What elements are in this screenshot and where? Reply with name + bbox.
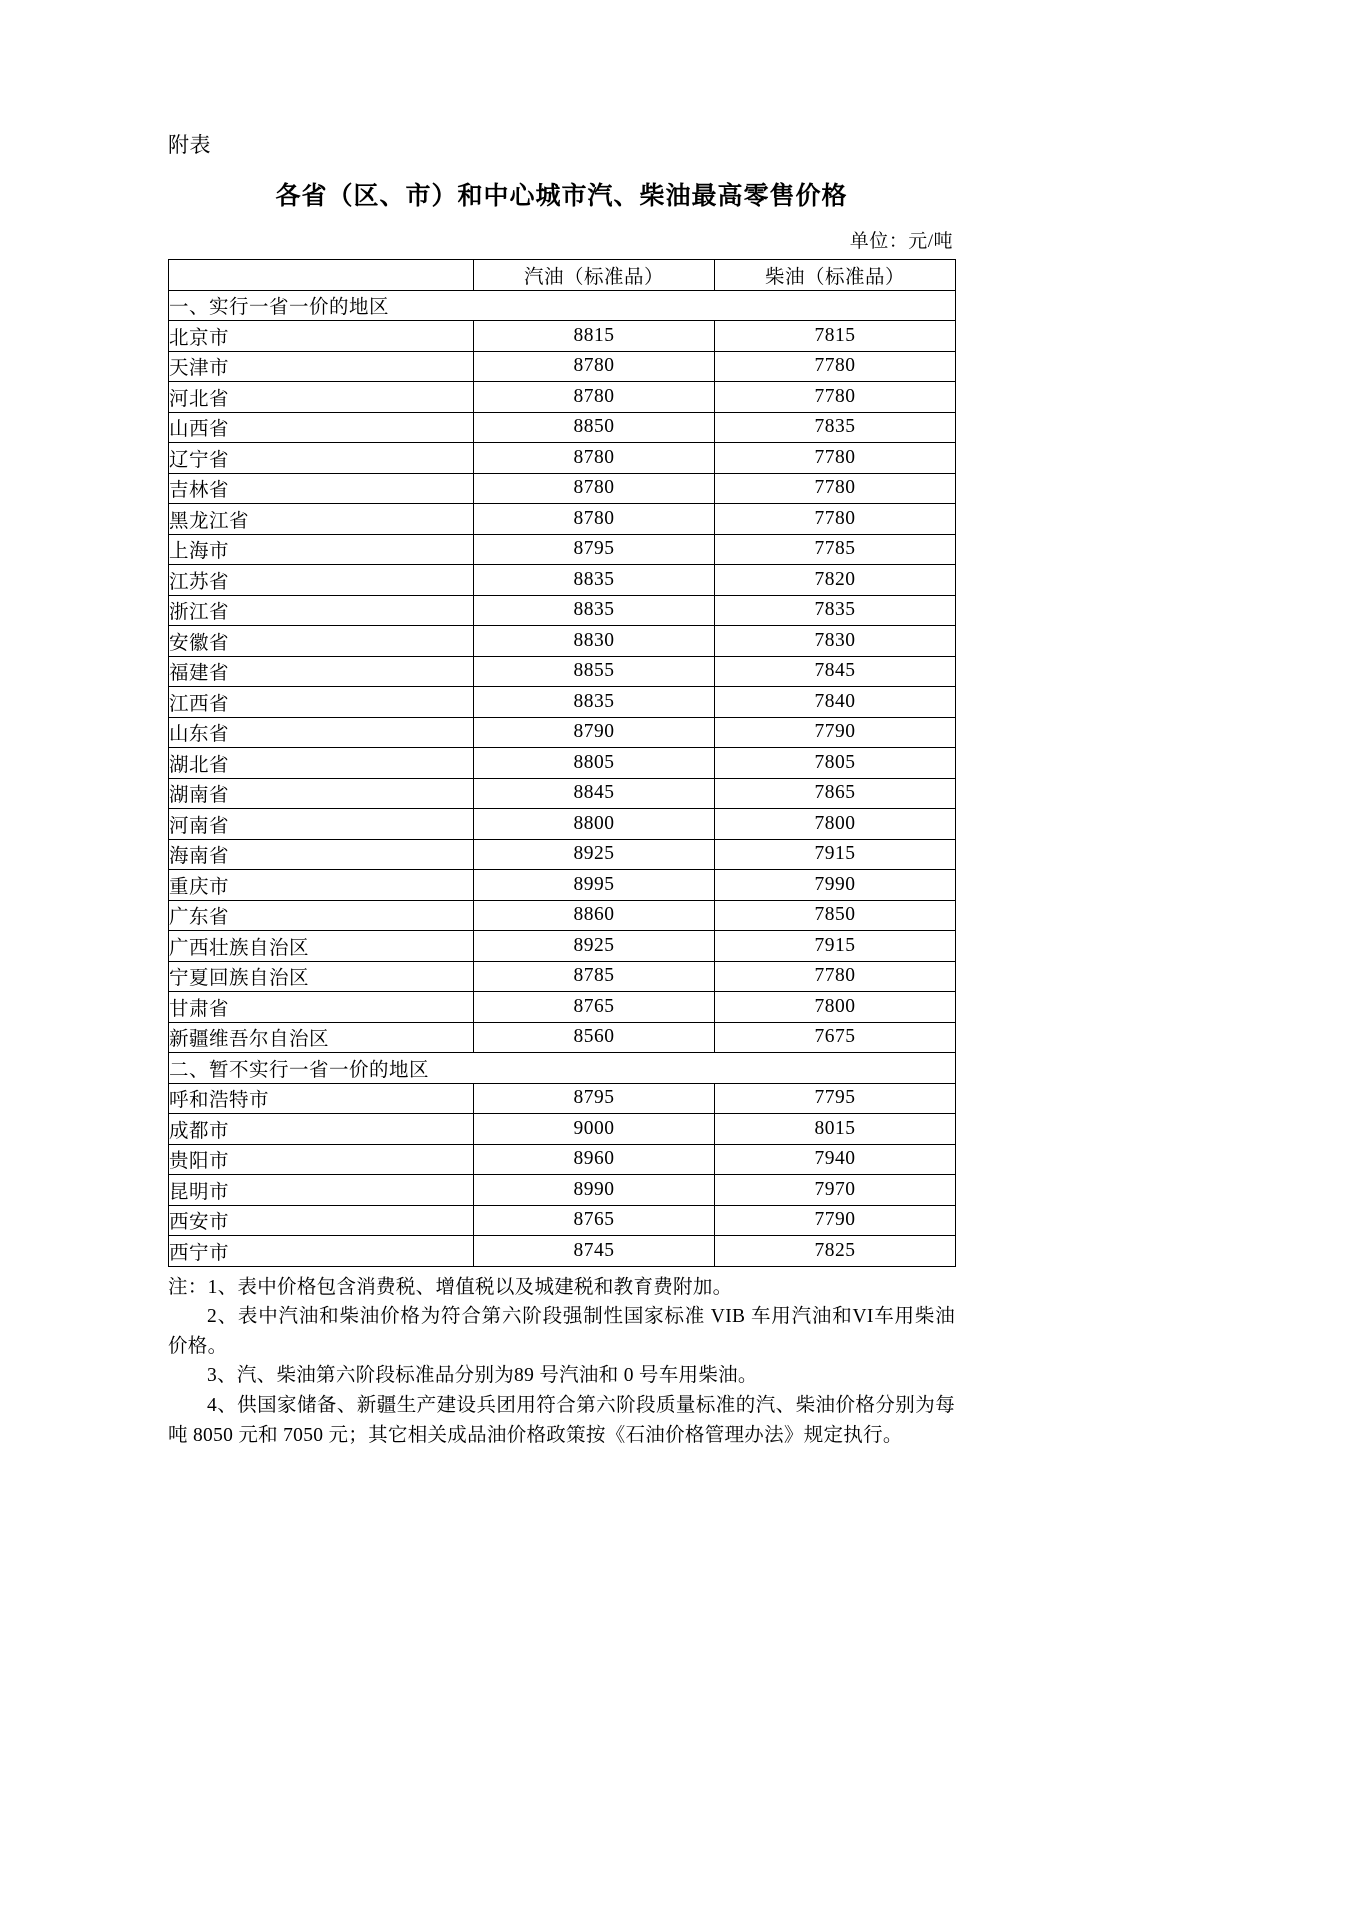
region-name-cell: 安徽省: [169, 626, 474, 657]
table-row: [169, 565, 956, 596]
table-row: [169, 504, 956, 535]
table-row: [169, 1083, 956, 1114]
gasoline-price-cell: 8990: [474, 1175, 715, 1206]
diesel-price-cell: 7850: [715, 900, 956, 931]
gasoline-price-cell: 8830: [474, 626, 715, 657]
column-header-region: [169, 260, 474, 291]
table-row: [169, 778, 956, 809]
diesel-price-cell: 7800: [715, 992, 956, 1023]
diesel-price-cell: 7780: [715, 443, 956, 474]
region-name-cell: 天津市: [169, 351, 474, 382]
diesel-price-cell: 7865: [715, 778, 956, 809]
diesel-price-cell: 7845: [715, 656, 956, 687]
gasoline-price-cell: 8795: [474, 534, 715, 565]
gasoline-price-cell: 8765: [474, 1205, 715, 1236]
gasoline-price-cell: 8765: [474, 992, 715, 1023]
table-row: [169, 961, 956, 992]
table-row: [169, 839, 956, 870]
table-row: [169, 656, 956, 687]
region-name-cell: 宁夏回族自治区: [169, 961, 474, 992]
table-header-row: [169, 260, 956, 291]
table-row: [169, 1175, 956, 1206]
diesel-price-cell: 7915: [715, 839, 956, 870]
table-row: [169, 870, 956, 901]
diesel-price-cell: 7840: [715, 687, 956, 718]
gasoline-price-cell: 8835: [474, 595, 715, 626]
gasoline-price-cell: 8835: [474, 565, 715, 596]
gasoline-price-cell: 8745: [474, 1236, 715, 1267]
diesel-price-cell: 7790: [715, 1205, 956, 1236]
region-name-cell: 湖南省: [169, 778, 474, 809]
gasoline-price-cell: 8855: [474, 656, 715, 687]
region-name-cell: 海南省: [169, 839, 474, 870]
section-header-row: [169, 290, 956, 321]
section-header-row: [169, 1053, 956, 1084]
diesel-price-cell: 7675: [715, 1022, 956, 1053]
section-label: 一、实行一省一价的地区: [169, 290, 956, 321]
region-name-cell: 黑龙江省: [169, 504, 474, 535]
table-row: [169, 473, 956, 504]
gasoline-price-cell: 8960: [474, 1144, 715, 1175]
table-body: [169, 290, 956, 1266]
gasoline-price-cell: 8995: [474, 870, 715, 901]
diesel-price-cell: 7830: [715, 626, 956, 657]
table-row: [169, 900, 956, 931]
region-name-cell: 吉林省: [169, 473, 474, 504]
gasoline-price-cell: 8925: [474, 931, 715, 962]
gasoline-price-cell: 8795: [474, 1083, 715, 1114]
region-name-cell: 呼和浩特市: [169, 1083, 474, 1114]
diesel-price-cell: 7790: [715, 717, 956, 748]
diesel-price-cell: 7780: [715, 473, 956, 504]
diesel-price-cell: 7780: [715, 351, 956, 382]
table-row: [169, 626, 956, 657]
table-row: [169, 1236, 956, 1267]
table-row: [169, 931, 956, 962]
column-header-diesel: 柴油（标准品）: [715, 260, 956, 291]
gasoline-price-cell: 8785: [474, 961, 715, 992]
gasoline-price-cell: 8845: [474, 778, 715, 809]
gasoline-price-cell: 8790: [474, 717, 715, 748]
region-name-cell: 广东省: [169, 900, 474, 931]
gasoline-price-cell: 8780: [474, 382, 715, 413]
note-item-2: 2、表中汽油和柴油价格为符合第六阶段强制性国家标准 VIB 车用汽油和VI车用柴油价格。: [168, 1306, 955, 1357]
gasoline-price-cell: 8850: [474, 412, 715, 443]
table-row: [169, 717, 956, 748]
table-row: [169, 809, 956, 840]
region-name-cell: 广西壮族自治区: [169, 931, 474, 962]
unit-label: 单位：元/吨: [849, 231, 953, 252]
gasoline-price-cell: 8805: [474, 748, 715, 779]
region-name-cell: 辽宁省: [169, 443, 474, 474]
diesel-price-cell: 7815: [715, 321, 956, 352]
table-row: [169, 748, 956, 779]
diesel-price-cell: 7825: [715, 1236, 956, 1267]
region-name-cell: 福建省: [169, 656, 474, 687]
region-name-cell: 山西省: [169, 412, 474, 443]
table-row: [169, 687, 956, 718]
gasoline-price-cell: 8780: [474, 351, 715, 382]
region-name-cell: 甘肃省: [169, 992, 474, 1023]
region-name-cell: 上海市: [169, 534, 474, 565]
region-name-cell: 成都市: [169, 1114, 474, 1145]
region-name-cell: 江西省: [169, 687, 474, 718]
region-name-cell: 河北省: [169, 382, 474, 413]
table-row: [169, 992, 956, 1023]
diesel-price-cell: 7820: [715, 565, 956, 596]
note-item-1: 注：1、表中价格包含消费税、增值税以及城建税和教育费附加。: [168, 1276, 733, 1298]
diesel-price-cell: 7800: [715, 809, 956, 840]
document-content: [168, 0, 955, 1450]
attachment-label: 附表: [168, 133, 211, 157]
diesel-price-cell: 7970: [715, 1175, 956, 1206]
gasoline-price-cell: 8815: [474, 321, 715, 352]
notes-block: [168, 1273, 955, 1451]
table-row: [169, 1205, 956, 1236]
fuel-price-table: [168, 259, 956, 1267]
gasoline-price-cell: 9000: [474, 1114, 715, 1145]
note-item-4: 4、供国家储备、新疆生产建设兵团用符合第六阶段质量标准的汽、柴油价格分别为每吨 8050 元和 7050 元；其它相关成品油价格政策按《石油价格管理办法》规定执行。: [168, 1395, 955, 1446]
diesel-price-cell: 7940: [715, 1144, 956, 1175]
gasoline-price-cell: 8560: [474, 1022, 715, 1053]
diesel-price-cell: 7795: [715, 1083, 956, 1114]
column-header-gasoline: 汽油（标准品）: [474, 260, 715, 291]
diesel-price-cell: 7805: [715, 748, 956, 779]
table-row: [169, 595, 956, 626]
table-row: [169, 321, 956, 352]
table-header: [169, 260, 956, 291]
region-name-cell: 新疆维吾尔自治区: [169, 1022, 474, 1053]
gasoline-price-cell: 8780: [474, 473, 715, 504]
table-row: [169, 1114, 956, 1145]
region-name-cell: 山东省: [169, 717, 474, 748]
region-name-cell: 贵阳市: [169, 1144, 474, 1175]
table-row: [169, 412, 956, 443]
diesel-price-cell: 7835: [715, 595, 956, 626]
region-name-cell: 江苏省: [169, 565, 474, 596]
diesel-price-cell: 7785: [715, 534, 956, 565]
region-name-cell: 河南省: [169, 809, 474, 840]
table-row: [169, 382, 956, 413]
diesel-price-cell: 7780: [715, 504, 956, 535]
region-name-cell: 湖北省: [169, 748, 474, 779]
region-name-cell: 西宁市: [169, 1236, 474, 1267]
region-name-cell: 浙江省: [169, 595, 474, 626]
table-row: [169, 1144, 956, 1175]
diesel-price-cell: 8015: [715, 1114, 956, 1145]
gasoline-price-cell: 8800: [474, 809, 715, 840]
region-name-cell: 昆明市: [169, 1175, 474, 1206]
gasoline-price-cell: 8835: [474, 687, 715, 718]
table-row: [169, 534, 956, 565]
diesel-price-cell: 7835: [715, 412, 956, 443]
page-title: 各省（区、市）和中心城市汽、柴油最高零售价格: [275, 183, 848, 210]
region-name-cell: 重庆市: [169, 870, 474, 901]
gasoline-price-cell: 8780: [474, 504, 715, 535]
diesel-price-cell: 7990: [715, 870, 956, 901]
table-row: [169, 1022, 956, 1053]
diesel-price-cell: 7780: [715, 961, 956, 992]
note-item-3: 3、汽、柴油第六阶段标准品分别为89 号汽油和 0 号车用柴油。: [207, 1365, 758, 1387]
gasoline-price-cell: 8780: [474, 443, 715, 474]
table-row: [169, 351, 956, 382]
table-row: [169, 443, 956, 474]
diesel-price-cell: 7780: [715, 382, 956, 413]
region-name-cell: 北京市: [169, 321, 474, 352]
gasoline-price-cell: 8860: [474, 900, 715, 931]
gasoline-price-cell: 8925: [474, 839, 715, 870]
region-name-cell: 西安市: [169, 1205, 474, 1236]
section-label: 二、暂不实行一省一价的地区: [169, 1053, 956, 1084]
diesel-price-cell: 7915: [715, 931, 956, 962]
